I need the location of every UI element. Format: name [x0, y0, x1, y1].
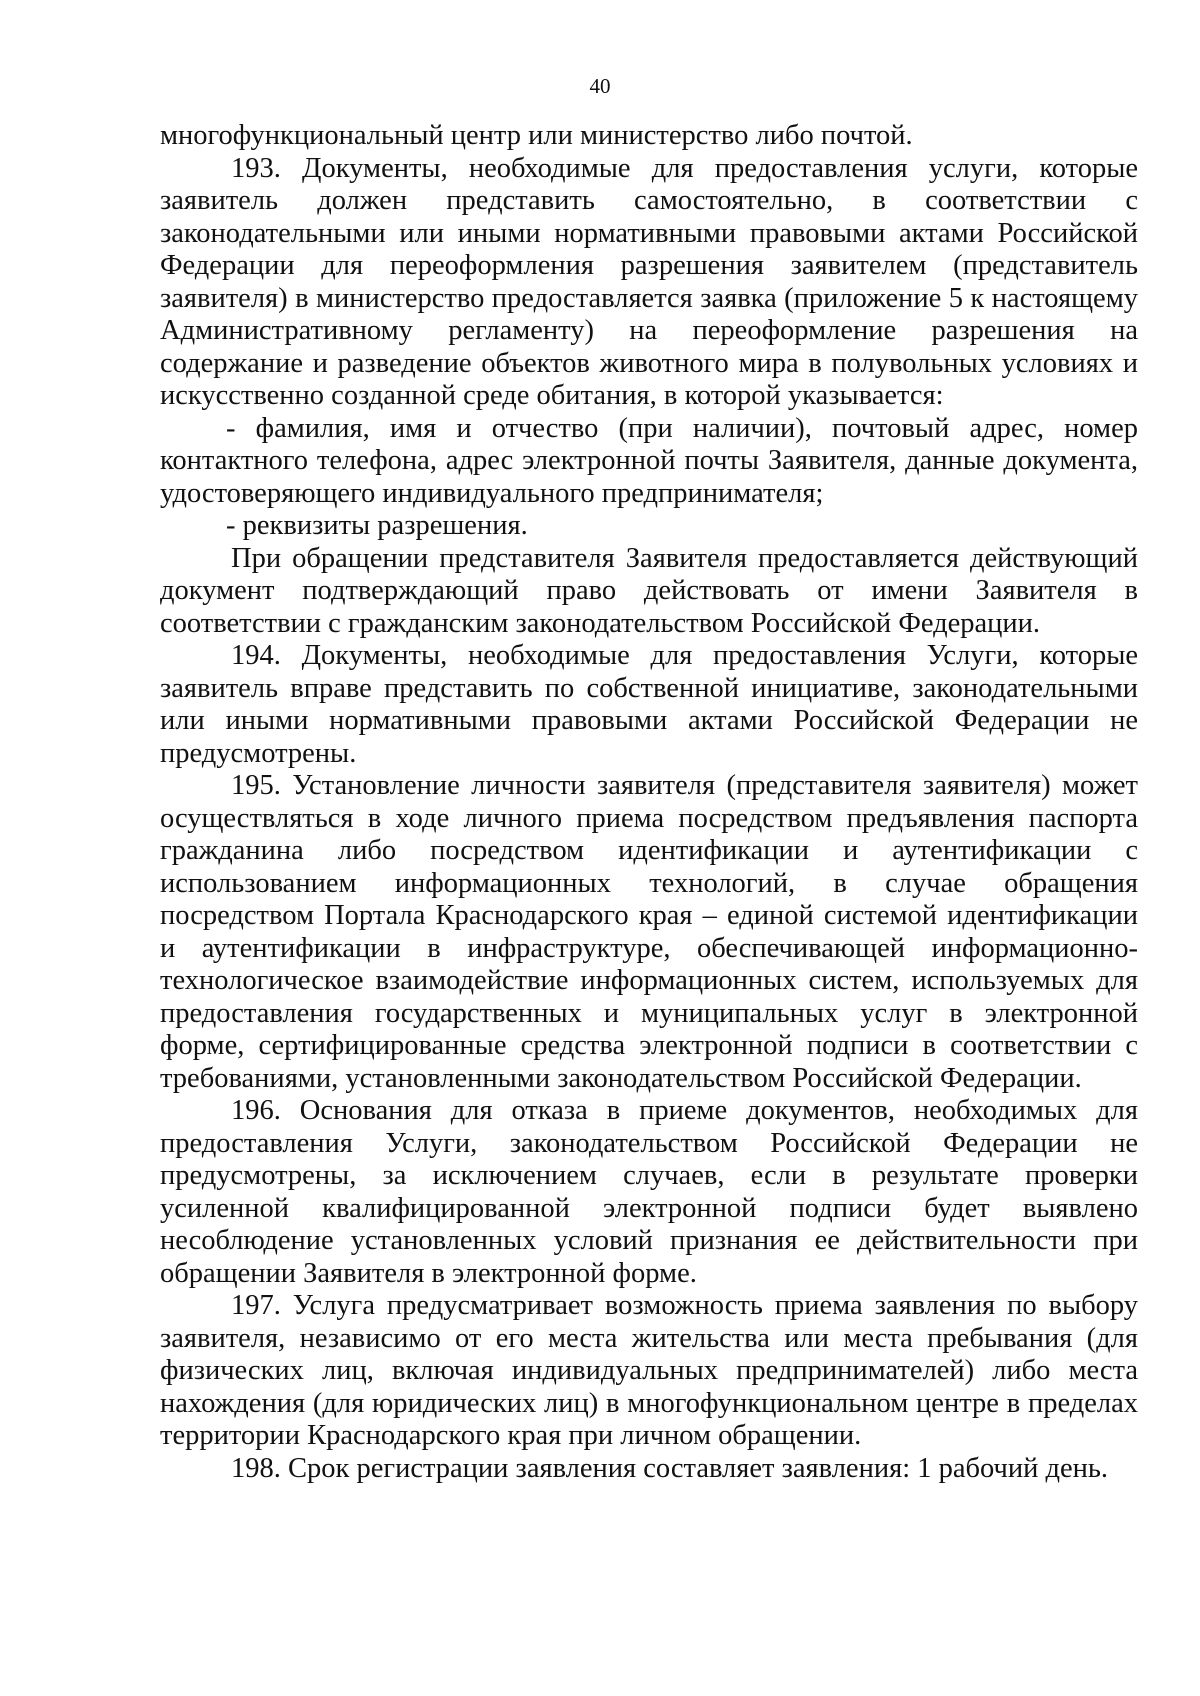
paragraph-195: 195. Установление личности заявителя (представителя заявителя) может осуществляться в ходе личного приема посредством предъявления паспорта гражданина либо посредством идентификации и аутентификации с использованием информационных технологий, в случае обращения посредством Портала Краснодарского края – единой системой идентификации и аутентификации в инфраструктуре, обеспечивающей информационно-технологическое взаимодействие информационных систем, используемых для предоставления государственных и муниципальных услуг в электронной форме, сертифицированные средства электронной подписи в соответствии с требованиями, установленными законодательством Российской Федерации. — [160, 770, 1138, 1094]
paragraph-representative: При обращении представителя Заявителя предоставляется действующий документ подтверждающий право действовать от имени Заявителя в соответствии с гражданским законодательством Российской Федерации. — [160, 542, 1138, 639]
paragraph-193: 193. Документы, необходимые для предоставления услуги, которые заявитель должен представить самостоятельно, в соответствии с законодательными или иными нормативными правовыми актами Российской Федерации для переоформления разрешения заявителем (представитель заявителя) в министерство предоставляется заявка (приложение 5 к настоящему Административному регламенту) на переоформление разрешения на содержание и разведение объектов животного мира в полувольных условиях и искусственно созданной среде обитания, в которой указывается: — [160, 152, 1138, 411]
page-number: 40 — [589, 74, 611, 98]
document-body — [160, 120, 1138, 1485]
paragraph-194: 194. Документы, необходимые для предоставления Услуги, которые заявитель вправе представить по собственной инициативе, законодательными или иными нормативными правовыми актами Российской Федерации не предусмотрены. — [160, 640, 1138, 769]
list-item-permit-details: - реквизиты разрешения. — [226, 510, 528, 541]
list-item-applicant-details: - фамилия, имя и отчество (при наличии), почтовый адрес, номер контактного телефона, адрес электронной почты Заявителя, данные документа, удостоверяющего индивидуального предпринимателя; — [160, 412, 1138, 509]
paragraph-197: 197. Услуга предусматривает возможность приема заявления по выбору заявителя, независимо от его места жительства или места пребывания (для физических лиц, включая индивидуальных предпринимателей) либо места нахождения (для юридических лиц) в многофункциональном центре в пределах территории Краснодарского края при личном обращении. — [160, 1290, 1138, 1451]
paragraph-198: 198. Срок регистрации заявления составляет заявления: 1 рабочий день. — [231, 1452, 1109, 1484]
paragraph-continuation: многофункциональный центр или министерство либо почтой. — [160, 120, 913, 151]
paragraph-196: 196. Основания для отказа в приеме документов, необходимых для предоставления Услуги, законодательством Российской Федерации не предусмотрены, за исключением случаев, если в результате проверки усиленной квалифицированной электронной подписи будет выявлено несоблюдение установленных условий признания ее действительности при обращении Заявителя в электронной форме. — [160, 1095, 1138, 1289]
